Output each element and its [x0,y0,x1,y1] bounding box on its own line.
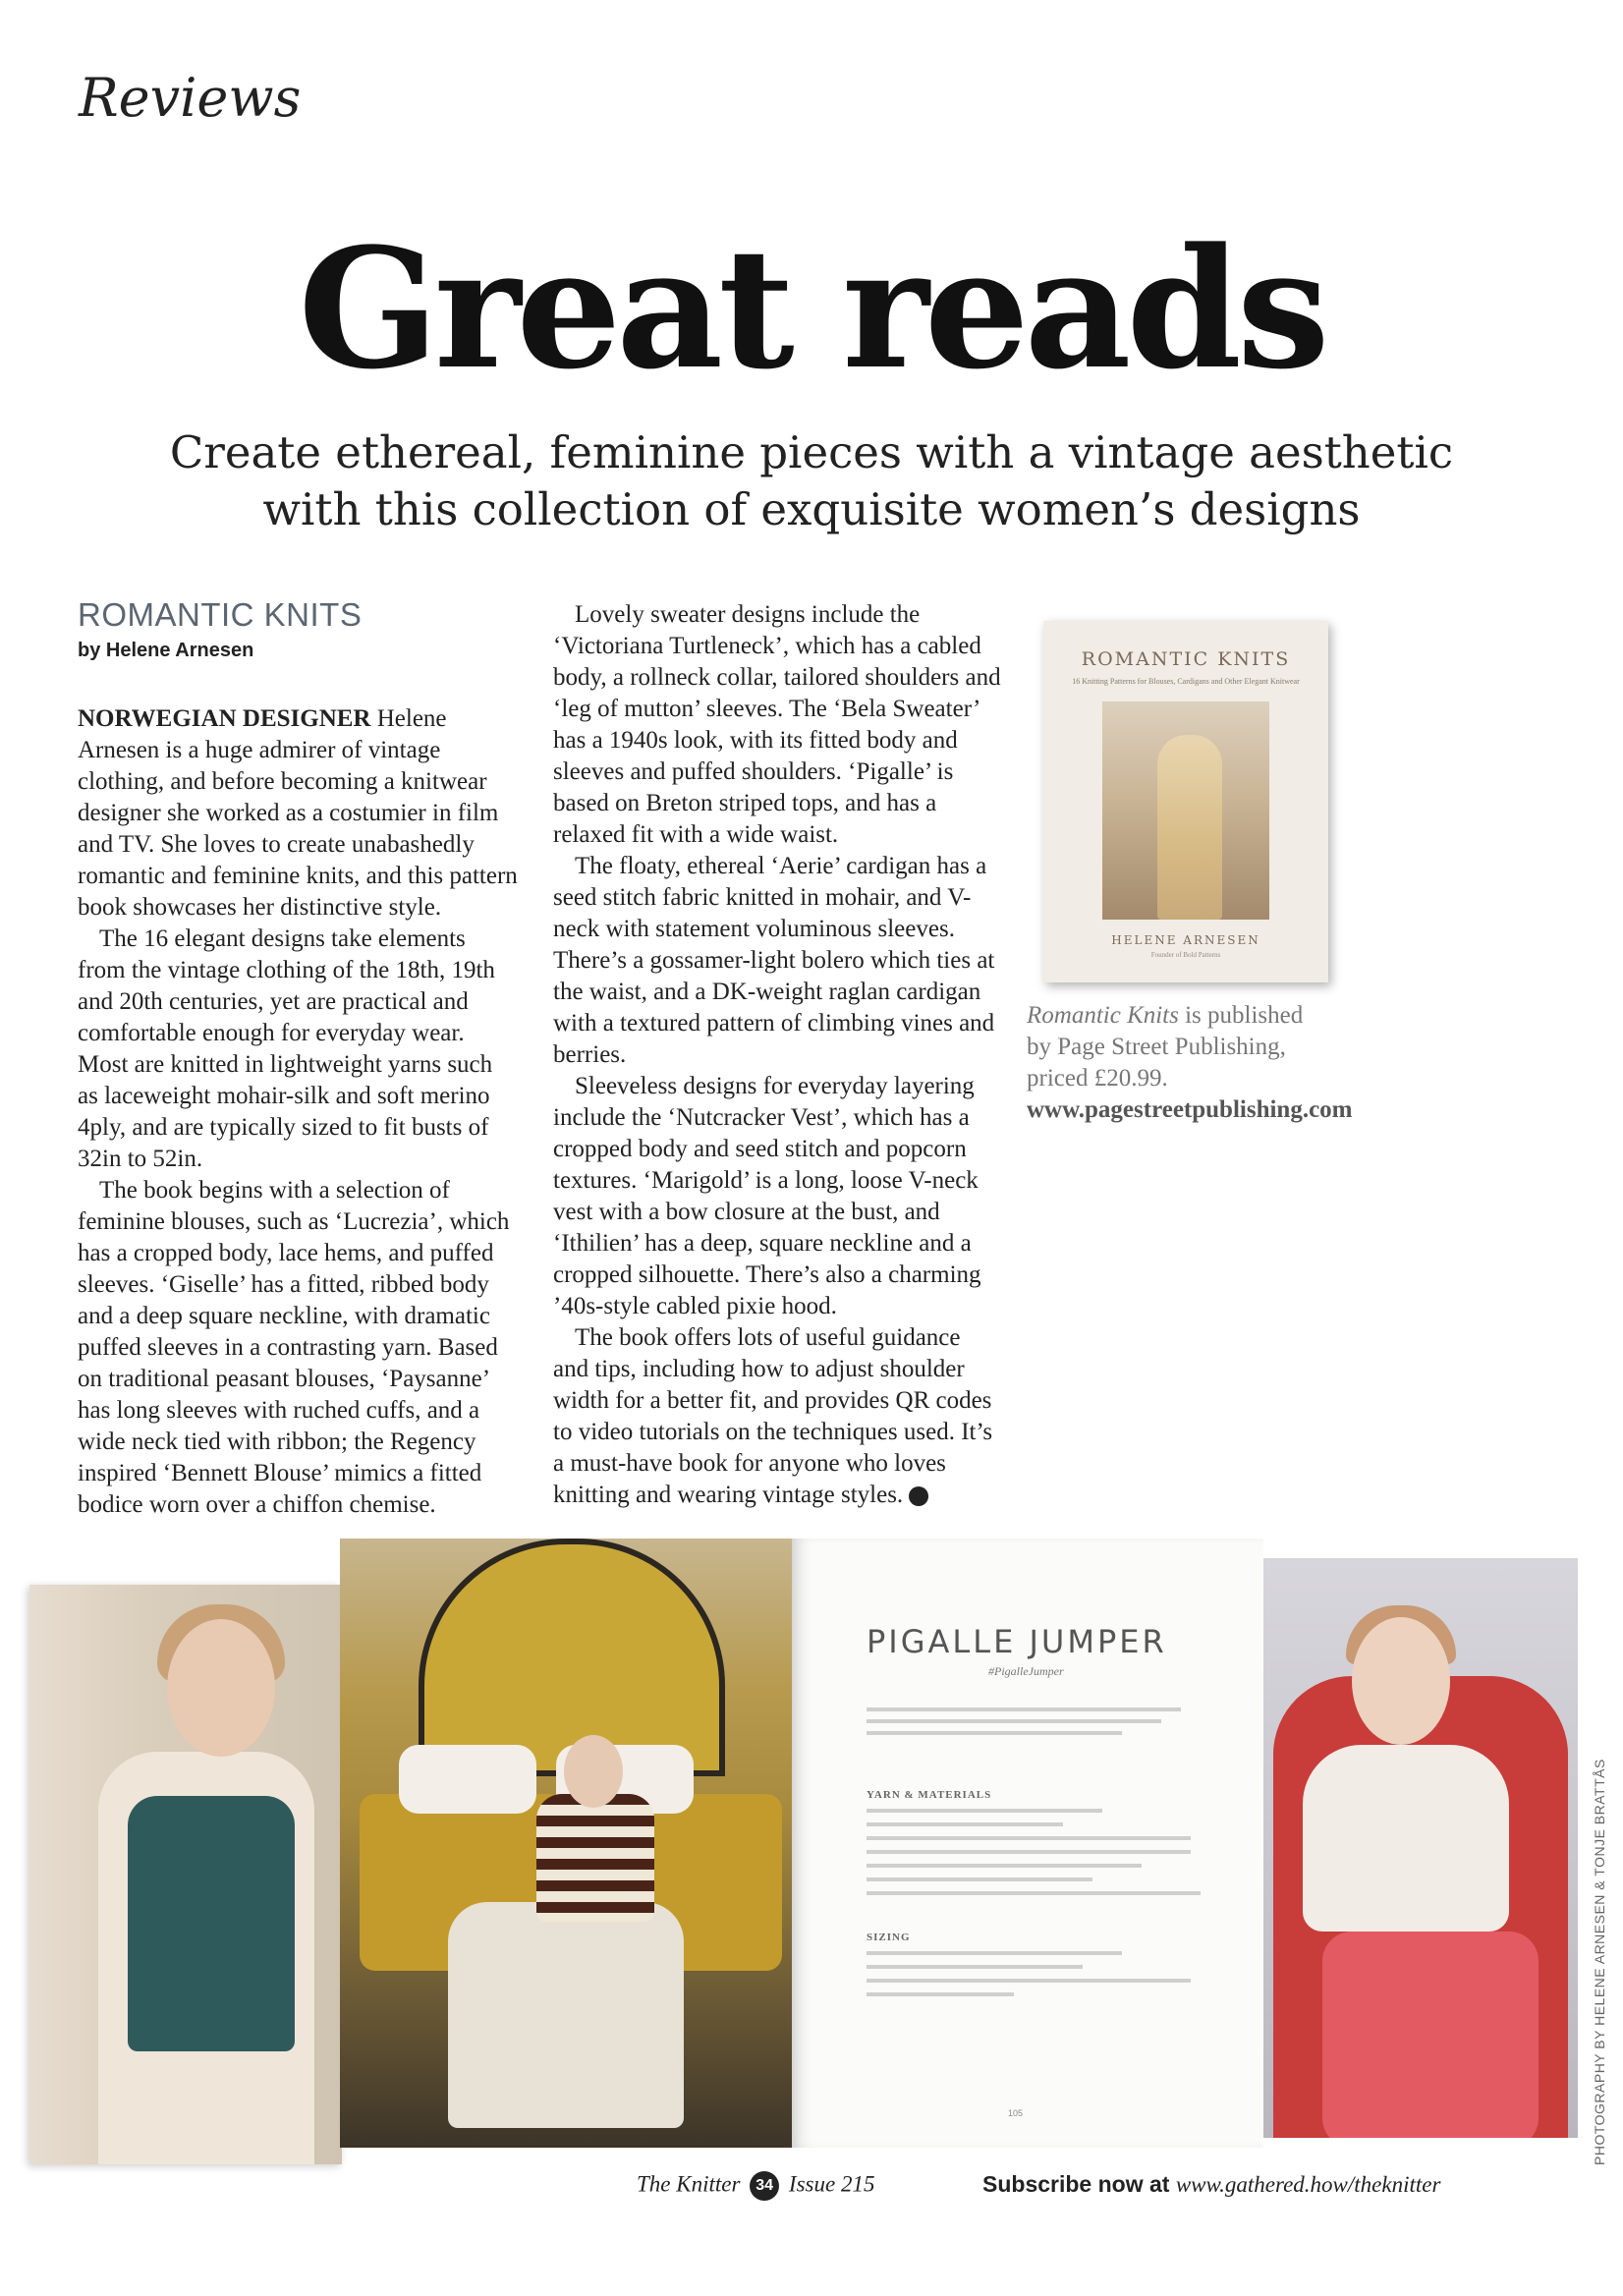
book-cover [1043,621,1328,982]
cover-model [1157,735,1222,920]
striped-sweater [536,1794,654,1922]
text-line [867,1731,1122,1735]
spread-photo-right [1263,1558,1578,2138]
text-line [867,1877,1092,1881]
book-title: ROMANTIC KNITS [78,596,363,633]
text-line [867,1822,1063,1826]
model-skirt [1322,1932,1539,2138]
standfirst-line-2: with this collection of exquisite women’s designs [262,483,1361,535]
paragraph: Lovely sweater designs include the ‘Victoriana Turtleneck’, which has a cabled body, a rollneck collar, tailored shoulders and ‘leg of mutton’ sleeves. The ‘Bela Sweater’ has a 1940s look, with its fitted body and sleeves and puffed shoulders. ‘Pigalle’ is based on Breton striped tops, and has a relaxed fit with a wide waist. [553,601,1001,848]
paragraph: The 16 elegant designs take elements from the vintage clothing of the 18th, 19th and 20th centuries, yet are practical and comfortable enough for everyday wear. Most are knitted in lightweight yarns such as laceweight mohair-silk and soft merino 4ply, and are typically sized to fit busts of 32in to 52in. [78,925,495,1172]
model-head [167,1619,275,1757]
standfirst-line-1: Create ethereal, feminine pieces with a vintage aesthetic [169,426,1454,478]
text-line [867,1864,1142,1868]
paragraph: The book begins with a selection of feminine blouses, such as ‘Lucrezia’, which has a cropped body, lace hems, and puffed sleeves. ‘Giselle’ has a fitted, ribbed body and a deep square neckline, with dramatic puffed sleeves in a contrasting yarn. Based on traditional peasant blouses, ‘Paysanne’ has long sleeves with ruched cuffs, and a wide neck tied with ribbon; the Regency inspired ‘Bennett Blouse’ mimics a fitted bodice worn over a chiffon chemise. [78,1177,510,1518]
pattern-title: PIGALLE JUMPER [867,1623,1167,1660]
spread-pattern-page [792,1539,1263,2148]
paragraph [553,1322,1001,1511]
text-line [867,1708,1181,1711]
text-line [867,1979,1191,1983]
cover-title: ROMANTIC KNITS [1081,648,1291,670]
model-head [1352,1617,1450,1745]
sizing-heading: SIZING [867,1932,911,1943]
caption-text: is published [1178,1002,1304,1029]
publisher-url: www.pagestreetpublishing.com [1027,1096,1353,1123]
model-cardigan [1303,1745,1509,1932]
caption-line-3: priced £20.99. [1027,1065,1168,1092]
article-column-2 [553,599,1001,1511]
photo-credit: PHOTOGRAPHY BY HELENE ARNESEN & TONJE BRATTÅS [1592,1759,1607,2165]
subscribe-label: Subscribe now at [982,2171,1176,2197]
spread-photo-bedroom [340,1539,792,2148]
spread-photo-left [29,1585,342,2164]
paragraph [78,703,518,924]
pattern-hashtag: #PigalleJumper [988,1664,1064,1678]
cover-photo [1102,701,1269,920]
text-line [867,1836,1191,1840]
lead-in: NORWEGIAN DESIGNER [78,705,371,732]
end-mark-icon: ⊞ [909,1486,928,1506]
pillow [399,1745,536,1814]
text-line [867,1951,1122,1955]
paragraph: Sleeveless designs for everyday layering include the ‘Nutcracker Vest’, which has a cropped body and seed stitch and popcorn textures. ‘Marigold’ is a long, loose V-neck vest with a bow closure at the bust, and ‘Ithilien’ has a deep, square neckline and a cropped silhouette. There’s also a charming ’40s-style cabled pixie hood. [553,1073,981,1319]
standfirst [118,424,1505,538]
caption-book-name: Romantic Knits [1027,1002,1179,1029]
headboard [419,1539,725,1776]
text-line [867,1992,1014,1996]
section-label: Reviews [79,67,302,129]
text-line [867,1850,1191,1854]
text-line [867,1809,1102,1813]
magazine-name: The Knitter [637,2171,741,2197]
text-line [867,1965,1083,1969]
byline: by Helene Arnesen [78,640,254,661]
footer-issue [637,2171,874,2201]
model-trousers [448,1902,684,2128]
cover-subtitle: 16 Knitting Patterns for Blouses, Cardigans and Other Elegant Knitwear [1072,677,1300,686]
model-vest [128,1796,295,2051]
text-line [867,1891,1201,1895]
caption-line-1 [1027,1000,1361,1032]
book-spread-photo [0,1523,1623,2152]
cover-author-sub: Founder of Bold Patterns [1150,951,1221,959]
paragraph: The floaty, ethereal ‘Aerie’ cardigan has a seed stitch fabric knitted in mohair, and V-neck with statement voluminous sleeves. There’s a gossamer-light bolero which ties at the waist, and a DK-weight raglan cardigan with a textured pattern of climbing vines and berries. [553,853,995,1068]
book-caption [1027,1000,1361,1126]
footer-subscribe [982,2171,1440,2198]
model-head [564,1735,623,1808]
paragraph-text: The book offers lots of useful guidance and tips, including how to adjust shoulder width for a better fit, and provides QR codes to video tutorials on the techniques used. It’s a must-have book for anyone who loves knitting and wearing vintage styles. [553,1324,993,1508]
page-number: 34 [750,2171,779,2201]
text-line [867,1719,1161,1723]
cover-author: HELENE ARNESEN [1111,933,1260,947]
article-column-1 [78,595,518,1521]
paragraph-text: Helene Arnesen is a huge admirer of vintage clothing, and before becoming a knitwear designer she worked as a costumier in film and TV. She loves to create unabashedly romantic and feminine knits, and this pattern book showcases her distinctive style. [78,705,518,921]
yarn-heading: YARN & MATERIALS [867,1789,992,1801]
pattern-page-number: 105 [1008,2108,1024,2118]
issue-number: Issue 215 [788,2171,875,2197]
subscribe-url[interactable]: www.gathered.how/theknitter [1175,2172,1441,2197]
page-headline: Great reads [298,211,1325,406]
caption-line-2: by Page Street Publishing, [1027,1034,1286,1060]
